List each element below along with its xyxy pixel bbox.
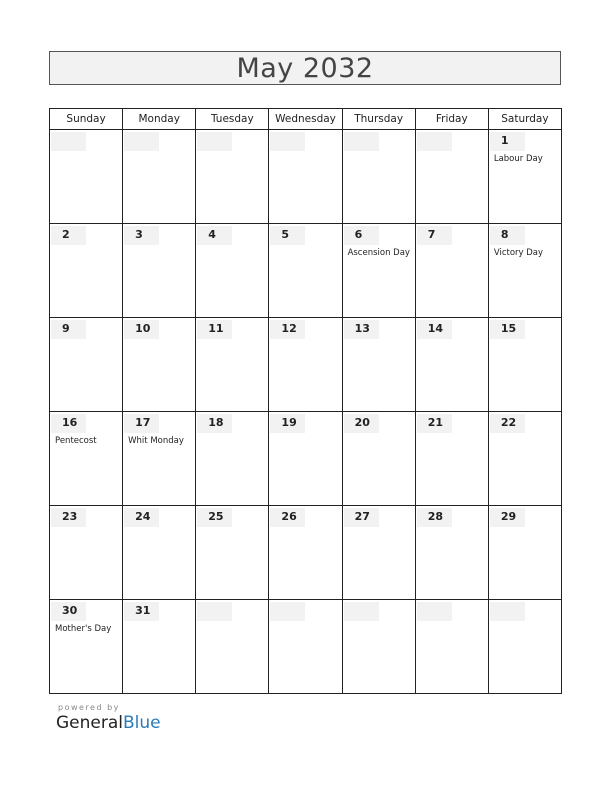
- day-cell: [269, 318, 342, 412]
- calendar-title-box: [49, 51, 561, 85]
- calendar-title: May 2032: [236, 52, 374, 84]
- day-cell: [269, 224, 342, 318]
- day-cell: [488, 130, 561, 224]
- holiday-label: Ascension Day: [347, 248, 410, 258]
- day-cell: [342, 506, 415, 600]
- holiday-label: Victory Day: [493, 248, 544, 258]
- week-row: [50, 318, 562, 412]
- day-number: 17: [135, 416, 151, 429]
- day-number: 10: [135, 322, 151, 335]
- powered-by-text: powered by: [58, 703, 120, 712]
- day-cell: [50, 224, 123, 318]
- week-row: [50, 130, 562, 224]
- holiday-label: Labour Day: [493, 154, 543, 164]
- day-number: 23: [62, 510, 78, 523]
- day-cell: [50, 130, 123, 224]
- day-number: 30: [62, 604, 78, 617]
- day-cell: [50, 600, 123, 694]
- day-cell: [488, 224, 561, 318]
- weekday-header-row: [50, 109, 562, 130]
- day-cell: [269, 130, 342, 224]
- day-number-tag: [344, 602, 379, 621]
- week-row: [50, 224, 562, 318]
- day-number: 21: [427, 416, 444, 429]
- day-cell: [50, 318, 123, 412]
- day-cell: [488, 506, 561, 600]
- day-number: 16: [62, 416, 78, 429]
- weekday-wednesday: Wednesday: [269, 109, 342, 130]
- day-cell: [415, 600, 488, 694]
- day-number: 8: [500, 228, 509, 241]
- day-cell: [415, 224, 488, 318]
- weekday-friday: Friday: [415, 109, 488, 130]
- day-number: 3: [135, 228, 143, 241]
- day-number: 22: [500, 416, 517, 429]
- day-number: 26: [281, 510, 297, 523]
- day-number: 2: [62, 228, 70, 241]
- day-cell: [196, 412, 269, 506]
- day-cell: [196, 600, 269, 694]
- day-cell: [196, 224, 269, 318]
- day-number: 25: [208, 510, 224, 523]
- day-cell: [342, 318, 415, 412]
- day-cell: [415, 318, 488, 412]
- day-number-tag: [417, 602, 452, 621]
- day-number: 14: [427, 322, 444, 335]
- day-number-tag: [51, 132, 86, 151]
- brand-blue: Blue: [123, 713, 161, 733]
- day-cell: [415, 412, 488, 506]
- day-number: 13: [354, 322, 370, 335]
- calendar-grid: [49, 108, 562, 694]
- footer-branding: [56, 703, 161, 733]
- day-number: 29: [500, 510, 517, 523]
- day-number-tag: [124, 132, 159, 151]
- day-cell: [50, 506, 123, 600]
- day-cell: [50, 412, 123, 506]
- day-cell: [269, 600, 342, 694]
- day-number: 18: [208, 416, 224, 429]
- day-cell: [342, 600, 415, 694]
- day-cell: [488, 600, 561, 694]
- day-cell: [123, 130, 196, 224]
- day-cell: [123, 506, 196, 600]
- holiday-label: Mother's Day: [55, 624, 112, 634]
- day-number: 27: [354, 510, 370, 523]
- day-number: 5: [281, 228, 290, 241]
- day-number: 19: [281, 416, 297, 429]
- day-number: 31: [135, 604, 151, 617]
- week-row: [50, 600, 562, 694]
- day-cell: [342, 224, 415, 318]
- day-cell: [196, 130, 269, 224]
- day-number-tag: [270, 602, 305, 621]
- brand-general: General: [56, 713, 123, 733]
- day-cell: [123, 224, 196, 318]
- day-cell: [415, 506, 488, 600]
- day-number: 15: [500, 322, 517, 335]
- day-cell: [415, 130, 488, 224]
- day-number-tag: [490, 602, 525, 621]
- day-cell: [488, 318, 561, 412]
- day-number-tag: [197, 602, 232, 621]
- day-number-tag: [197, 132, 232, 151]
- day-number-tag: [417, 132, 452, 151]
- weekday-thursday: Thursday: [342, 109, 415, 130]
- weekday-monday: Monday: [123, 109, 196, 130]
- day-number: 12: [281, 322, 297, 335]
- day-number: 1: [500, 134, 509, 147]
- week-row: [50, 412, 562, 506]
- holiday-label: Pentecost: [55, 436, 97, 446]
- day-cell: [123, 318, 196, 412]
- day-cell: [123, 412, 196, 506]
- day-cell: [196, 506, 269, 600]
- day-number-tag: [270, 132, 305, 151]
- day-number: 7: [427, 228, 436, 241]
- holiday-label: Whit Monday: [128, 436, 184, 446]
- day-cell: [269, 412, 342, 506]
- day-cell: [196, 318, 269, 412]
- day-number: 28: [427, 510, 444, 523]
- day-cell: [269, 506, 342, 600]
- day-number: 24: [135, 510, 151, 523]
- day-cell: [123, 600, 196, 694]
- week-row: [50, 506, 562, 600]
- weekday-saturday: Saturday: [488, 109, 561, 130]
- day-number: 11: [208, 322, 224, 335]
- day-cell: [342, 412, 415, 506]
- brand-logo: [56, 713, 161, 733]
- day-cell: [488, 412, 561, 506]
- day-number: 4: [208, 228, 216, 241]
- day-number-tag: [344, 132, 379, 151]
- day-number: 20: [354, 416, 370, 429]
- weekday-sunday: Sunday: [50, 109, 123, 130]
- day-cell: [342, 130, 415, 224]
- day-number: 9: [62, 322, 70, 335]
- weekday-tuesday: Tuesday: [196, 109, 269, 130]
- day-number: 6: [354, 228, 363, 241]
